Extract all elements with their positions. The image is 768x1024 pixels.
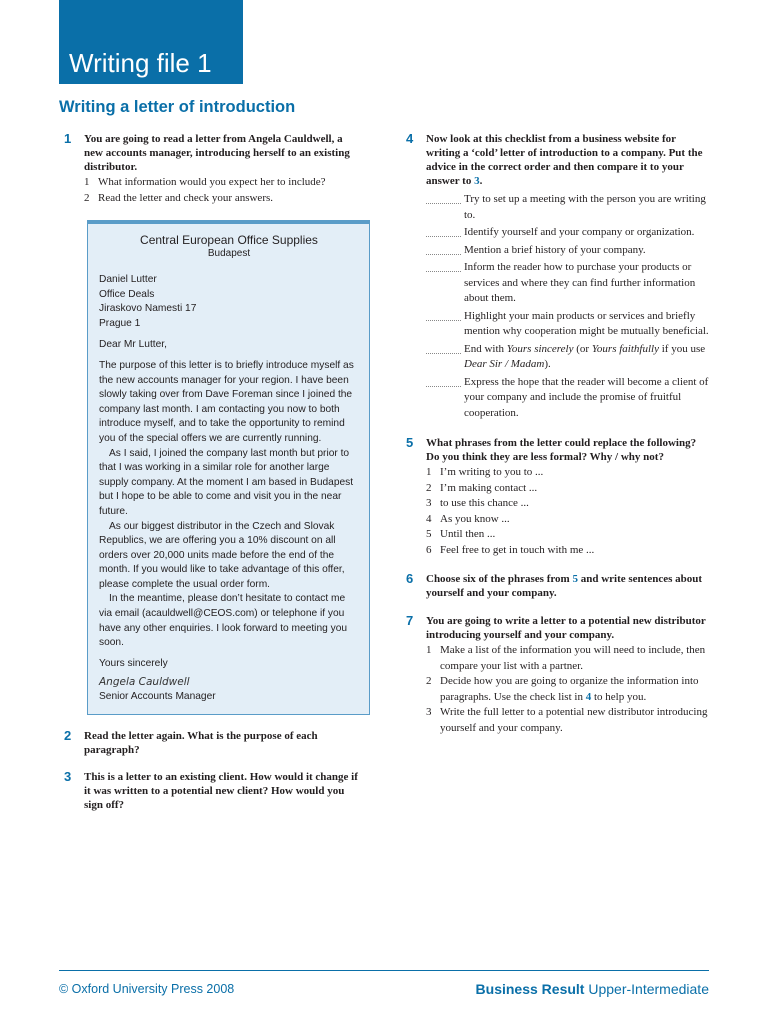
- list-item: [426, 674, 711, 705]
- question-text: and write sentences about yourself and your company.: [426, 573, 703, 599]
- letter-signature: Angela Cauldwell: [99, 676, 190, 689]
- text-run: (or: [573, 342, 592, 355]
- text-run: ).: [544, 358, 551, 370]
- item-text: As you know ...: [440, 512, 510, 525]
- banner-title: Writing file 1: [69, 48, 212, 78]
- footer-divider: [59, 970, 709, 971]
- list-item: [426, 643, 711, 674]
- task-number: 3: [64, 769, 72, 785]
- task-number: 5: [406, 435, 414, 450]
- item-number: 1: [426, 644, 432, 656]
- item-number: 6: [426, 543, 432, 556]
- task-question: [426, 132, 711, 188]
- text-run: if you use: [658, 342, 706, 355]
- letter-salutation: Dear Mr Lutter,: [99, 339, 167, 351]
- letter-closing: Yours sincerely: [99, 657, 168, 669]
- sample-letter: [87, 220, 370, 715]
- list-item: [84, 191, 364, 207]
- address-line: Office Deals: [99, 288, 155, 300]
- checklist-text: Try to set up a meeting with the person you are writing to.: [464, 193, 706, 221]
- task-4: [401, 132, 711, 421]
- left-column: [59, 132, 364, 812]
- text-run: Dear Sir / Madam: [464, 358, 545, 370]
- task-1: [59, 132, 364, 206]
- task-question: [426, 572, 711, 600]
- item-number: 2: [426, 675, 432, 687]
- checklist-text: [464, 342, 711, 373]
- letter-role: Senior Accounts Manager: [99, 691, 216, 703]
- task-2: [59, 729, 364, 757]
- task-question: You are going to read a letter from Angela Cauldwell, a new accounts manager, introducing herself to an existing distributor.: [84, 133, 350, 173]
- task-subitems: [84, 175, 364, 206]
- item-text: Until then ...: [440, 528, 496, 540]
- task-number: 1: [64, 131, 72, 146]
- checklist-text: Identify yourself and your company or organization.: [464, 226, 695, 238]
- checklist-item: [426, 309, 711, 340]
- list-item: [426, 705, 711, 736]
- letter-company: Central European Office Supplies: [140, 233, 318, 247]
- book-title-bold: Business Result: [475, 981, 585, 997]
- task-reference: 4: [585, 690, 592, 703]
- task-subitems: [426, 643, 711, 736]
- text-run: End with: [464, 342, 507, 355]
- text-run: Decide how you are going to organize the information into paragraphs. Use the check list in: [440, 675, 699, 703]
- item-number: 3: [426, 706, 432, 718]
- task-reference: 3: [474, 175, 480, 187]
- letter-paragraph: In the meantime, please don’t hesitate to contact me via email (acauldwell@CEOS.com) or telephone if you have any other enquiries. I look forward to meeting you soon.: [99, 593, 348, 649]
- item-number: 2: [426, 481, 432, 494]
- address-line: Prague 1: [99, 317, 141, 329]
- list-item: [426, 543, 711, 559]
- title-banner: [59, 0, 243, 84]
- item-text: to use this chance ...: [440, 497, 529, 509]
- answer-blank[interactable]: [426, 260, 461, 272]
- question-text: Choose six of the phrases from: [426, 573, 573, 585]
- text-run: Yours faithfully: [591, 342, 659, 355]
- right-column: [401, 132, 711, 736]
- answer-blank[interactable]: [426, 243, 461, 255]
- text-run: Yours sincerely: [506, 342, 574, 355]
- answer-blank[interactable]: [426, 192, 461, 204]
- letter-paragraph: As I said, I joined the company last month but prior to that I was working in a similar role for another large supply company. At the moment I am based in Budapest but I hope to be able to come and visit you in the near future.: [99, 447, 354, 517]
- checklist-text: Highlight your main products or services and briefly mention why cooperation might be mutually beneficial.: [464, 309, 709, 337]
- list-item: [426, 527, 711, 543]
- question-text: .: [479, 175, 483, 187]
- letter-paragraph: The purpose of this letter is to briefly introduce myself as the new accounts manager for your region. I have been slowly taking over from Dave Foreman since I joined the company last month. I am contacting you now to both introduce myself, and to take the opportunity to remind you of the special offers we are currently running.: [99, 359, 354, 444]
- list-item: [84, 175, 364, 191]
- item-text: What information would you expect her to include?: [98, 176, 326, 188]
- answer-blank[interactable]: [426, 225, 461, 237]
- task-subitems: [426, 465, 711, 558]
- answer-blank[interactable]: [426, 309, 461, 321]
- task-question: You are going to write a letter to a potential new distributor introducing yourself and your company.: [426, 615, 706, 641]
- item-number: 1: [426, 466, 432, 478]
- task-number: 4: [406, 131, 414, 146]
- checklist-text: Mention a brief history of your company.: [464, 243, 646, 256]
- item-number: 5: [426, 528, 432, 540]
- item-number: 3: [426, 497, 432, 509]
- task-number: 7: [406, 613, 414, 628]
- item-number: 2: [84, 191, 90, 204]
- letter-paragraph: As our biggest distributor in the Czech and Slovak Republics, we are offering you a 10% discount on all orders over 20,000 units made before the end of the month. If you would like to take advantage of this offer, please complete the usual order form.: [99, 520, 345, 590]
- task-question: Read the letter again. What is the purpose of each paragraph?: [84, 730, 318, 757]
- book-level: Upper-Intermediate: [584, 981, 709, 997]
- letter-city: Budapest: [207, 248, 251, 259]
- address-line: Jiraskovo Namesti 17: [99, 303, 197, 315]
- item-text: [440, 674, 711, 705]
- item-text: I’m making contact ...: [440, 481, 538, 494]
- checklist-item: [426, 260, 711, 307]
- checklist-text: Express the hope that the reader will become a client of your company and include the promise of fruitful cooperation.: [464, 375, 709, 419]
- item-text: Write the full letter to a potential new distributor introducing yourself and your company.: [440, 706, 708, 734]
- checklist-text: Inform the reader how to purchase your products or services and where they can find further information about them.: [464, 261, 696, 304]
- task-question: What phrases from the letter could replace the following? Do you think they are less formal? Why / why not?: [426, 437, 697, 463]
- checklist: [426, 192, 711, 421]
- item-text: Read the letter and check your answers.: [98, 191, 274, 204]
- footer-book-title: [476, 981, 709, 997]
- answer-blank[interactable]: [426, 342, 461, 354]
- checklist-item: [426, 192, 711, 223]
- item-text: Make a list of the information you will need to include, then compare your list with a partner.: [440, 644, 706, 672]
- checklist-item: [426, 342, 711, 373]
- list-item: [426, 465, 711, 481]
- task-5: [401, 436, 711, 558]
- page-subtitle: Writing a letter of introduction: [59, 98, 296, 116]
- task-7: [401, 614, 711, 736]
- item-text: I’m writing to you to ...: [440, 466, 544, 478]
- task-reference: 5: [572, 573, 578, 585]
- task-number: 6: [406, 571, 414, 586]
- task-3: [59, 770, 364, 812]
- item-text: Feel free to get in touch with me ...: [440, 543, 595, 556]
- task-question: This is a letter to an existing client. How would it change if it was written to a potential new client? How would you sign off?: [84, 771, 358, 812]
- checklist-item: [426, 375, 711, 422]
- list-item: [426, 512, 711, 528]
- address-line: Daniel Lutter: [99, 274, 157, 285]
- task-number: 2: [64, 728, 72, 744]
- answer-blank[interactable]: [426, 375, 461, 387]
- checklist-item: [426, 243, 711, 259]
- list-item: [426, 481, 711, 497]
- letter-address: [99, 273, 359, 331]
- list-item: [426, 496, 711, 512]
- item-number: 4: [426, 512, 432, 525]
- checklist-item: [426, 225, 711, 241]
- question-text: Now look at this checklist from a business website for writing a ‘cold’ letter of introduction to a company. Put the advice in the correct order and then compare it to your answer to: [426, 133, 703, 187]
- item-number: 1: [84, 176, 90, 188]
- text-run: to help you.: [591, 690, 647, 703]
- footer-copyright: © Oxford University Press 2008: [59, 982, 235, 996]
- task-6: [401, 572, 711, 600]
